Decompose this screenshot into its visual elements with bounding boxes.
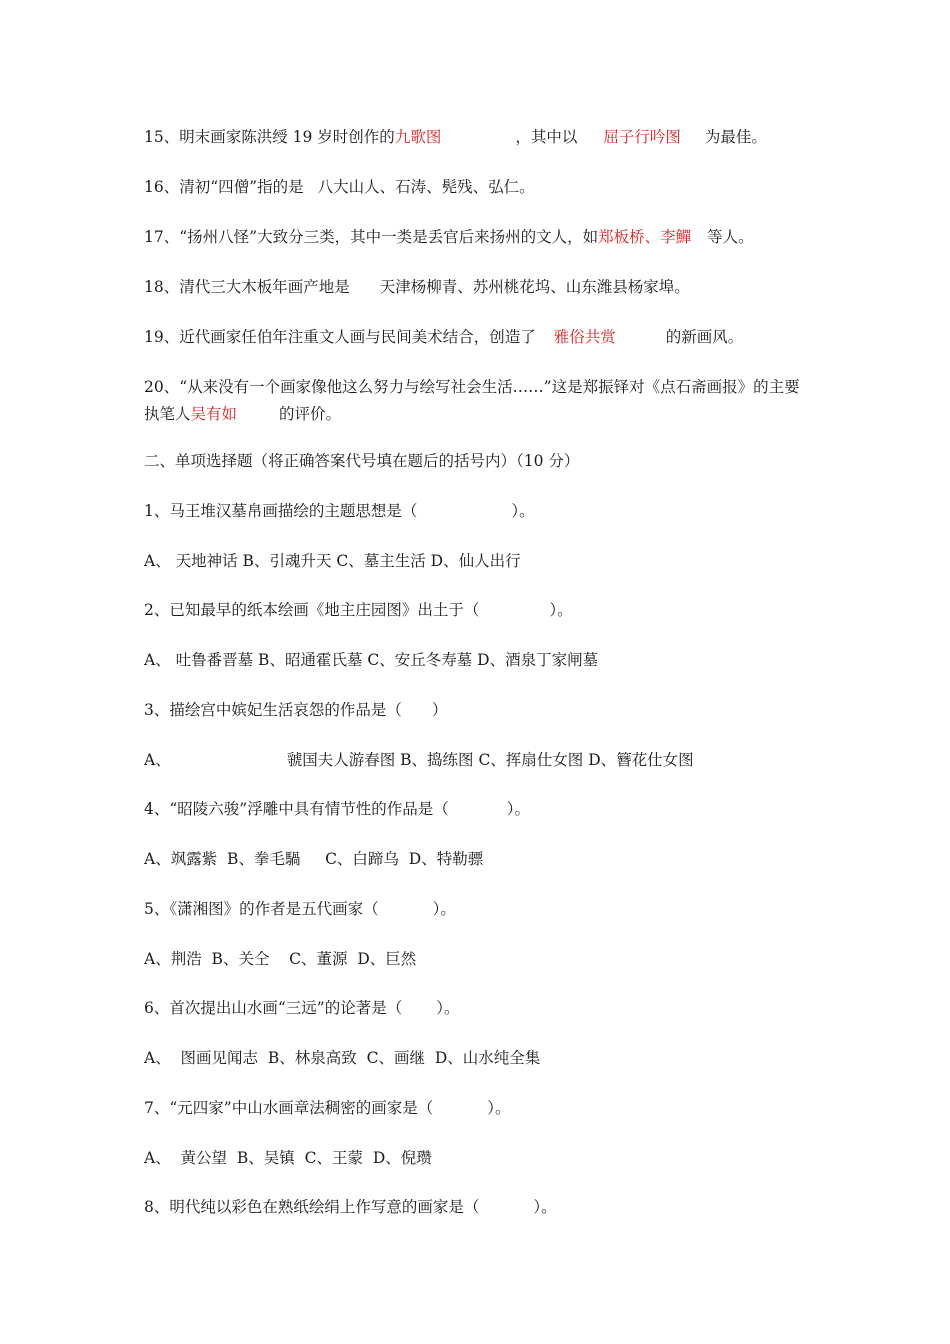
mc-options-7: A、 黄公望 B、吴镇 C、王蒙 D、倪瓒: [144, 1149, 432, 1167]
question-20: 20、“从来没有一个画家像他这么努力与绘写社会生活……”这是郑振铎对《点石斋画报》的主要执笔人吴有如 的评价。: [144, 378, 800, 423]
mc-options-5: A、荆浩 B、关仝 C、董源 D、巨然: [144, 950, 417, 968]
mc-question-2: 2、已知最早的纸本绘画《地主庄园图》出土于（ ）。: [144, 601, 573, 619]
mc-question-7: 7、“元四家”中山水画章法稠密的画家是（ ）。: [144, 1099, 511, 1117]
answer-19: 雅俗共赏: [553, 328, 616, 346]
question-15: 15、明末画家陈洪绶 19 岁时创作的九歌图 ，其中以 屈子行吟图 为最佳。: [144, 128, 767, 146]
mc-options-4: A、飒露紫 B、拳毛騧 C、白蹄乌 D、特勒骠: [144, 850, 484, 868]
section-2-title: 二、单项选择题（将正确答案代号填在题后的括号内）（10 分）: [144, 452, 580, 470]
question-19: 19、近代画家任伯年注重文人画与民间美术结合，创造了 雅俗共赏 的新画风。: [144, 328, 744, 346]
question-18: 18、清代三大木板年画产地是 天津杨柳青、苏州桃花坞、山东潍县杨家埠。: [144, 278, 690, 296]
answer-15-b: 屈子行吟图: [603, 128, 681, 146]
mc-question-8: 8、明代纯以彩色在熟纸绘绢上作写意的画家是（ ）。: [144, 1198, 557, 1216]
answer-15-a: 九歌图: [394, 128, 442, 146]
answer-16: 八大山人、石涛、髡残、弘仁。: [317, 178, 535, 196]
answer-17: 郑板桥、李鱓: [598, 228, 692, 246]
mc-options-6: A、 图画见闻志 B、林泉高致 C、画继 D、山水纯全集: [144, 1049, 541, 1067]
question-17: 17、“扬州八怪”大致分三类，其中一类是丢官后来扬州的文人，如郑板桥、李鱓 等人。: [144, 228, 754, 246]
answer-18: 天津杨柳青、苏州桃花坞、山东潍县杨家埠。: [379, 278, 690, 296]
mc-question-5: 5、《潇湘图》的作者是五代画家（ ）。: [144, 900, 456, 918]
question-16: 16、清初“四僧”指的是 八大山人、石涛、髡残、弘仁。: [144, 178, 535, 196]
mc-question-3: 3、描绘宫中嫔妃生活哀怨的作品是（ ）: [144, 701, 448, 719]
mc-options-3: A、 虢国夫人游春图 B、捣练图 C、挥扇仕女图 D、簪花仕女图: [144, 751, 694, 769]
mc-question-6: 6、首次提出山水画“三远”的论著是（ ）。: [144, 999, 460, 1017]
mc-question-1: 1、马王堆汉墓帛画描绘的主题思想是（ ）。: [144, 502, 535, 520]
mc-options-1: A、 天地神话 B、引魂升天 C、墓主生活 D、仙人出行: [144, 552, 521, 570]
answer-20: 吴有如: [190, 405, 238, 423]
mc-options-2: A、 吐鲁番晋墓 B、昭通霍氏墓 C、安丘冬寿墓 D、酒泉丁家闸墓: [144, 651, 599, 669]
mc-question-4: 4、“昭陵六骏”浮雕中具有情节性的作品是（ ）。: [144, 800, 530, 818]
